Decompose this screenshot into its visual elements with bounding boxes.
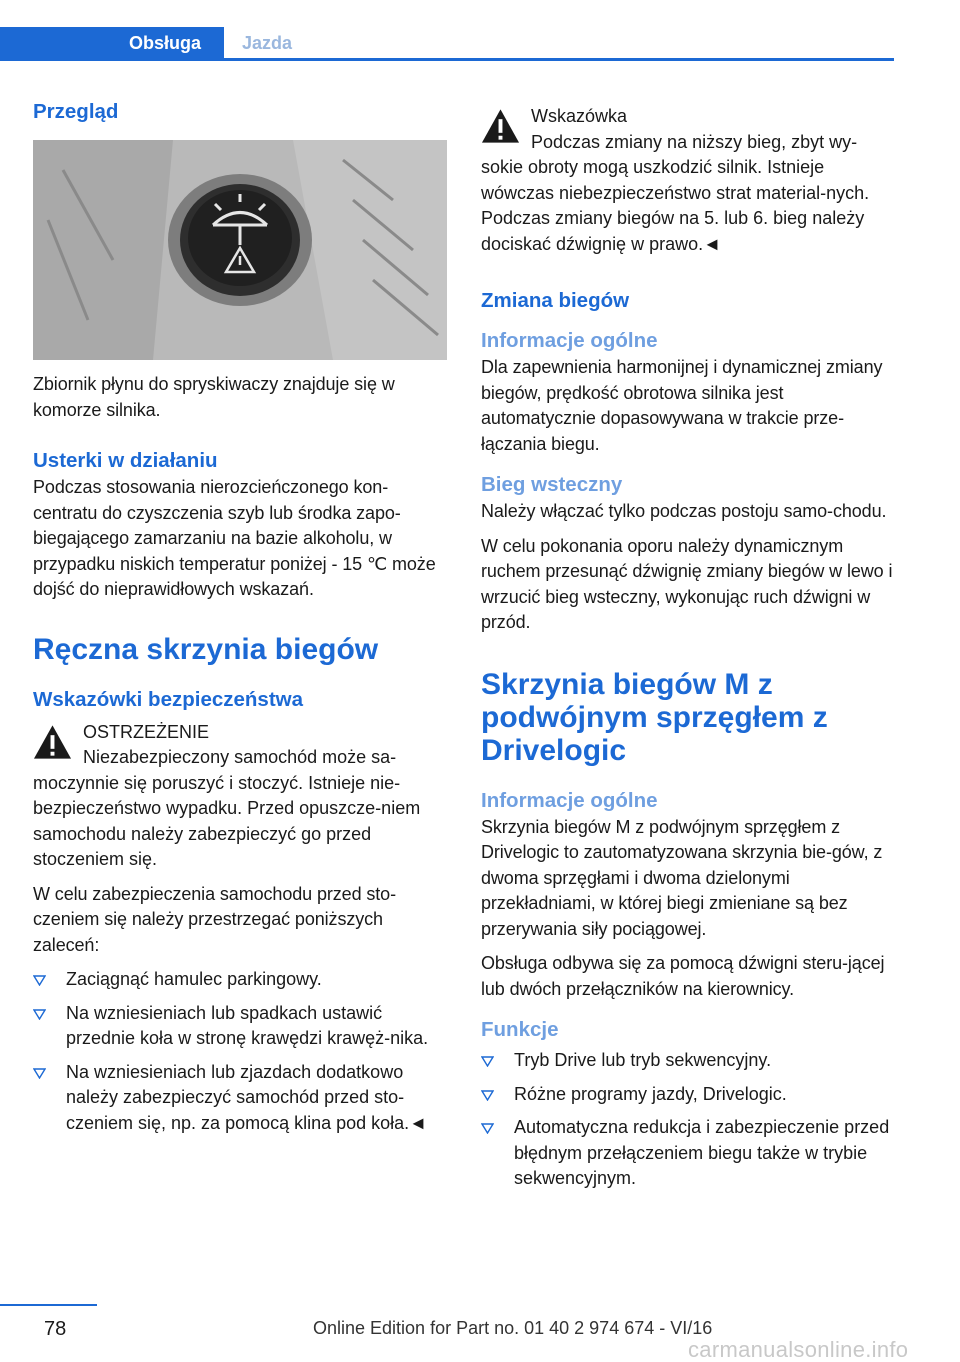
list-item-text: Na wzniesieniach lub zjazdach dodatkowo należy zabezpieczyć samochód przed sto‐czeniem się, np. za pomocą klina pod koła.◄ — [66, 1061, 428, 1133]
section-title-malfunctions: Usterki w działaniu — [33, 449, 218, 472]
dct-general-text-2: Obsługa odbywa się za pomocą dźwigni steru‐jącej lub dwóch przełączników na kierownicy. — [481, 953, 885, 999]
bullet-triangle-icon — [33, 1068, 46, 1079]
tab-jazda[interactable]: Jazda — [242, 33, 293, 53]
list-item — [33, 1060, 447, 1137]
photo-caption: Zbiornik płynu do spryskiwaczy znajduje się w komorze silnika. — [33, 374, 395, 420]
footer-rule — [0, 1304, 97, 1306]
subsection-title-reverse: Bieg wsteczny — [481, 473, 623, 496]
general-text: Dla zapewnienia harmonijnej i dynamicznej zmiany biegów, prędkość obrotowa silnika jest automatycznie dopasowywana w trakcie prze‐łączania biegu. — [481, 357, 883, 454]
bullet-triangle-icon — [33, 1009, 46, 1020]
warning-block — [33, 720, 447, 873]
reverse-text-1: Należy włączać tylko podczas postoju samo‐chodu. — [481, 501, 887, 521]
list-item — [481, 1115, 893, 1192]
header-rule — [0, 58, 894, 61]
list-item-text: Różne programy jazdy, Drivelogic. — [514, 1083, 787, 1104]
list-item-text: Tryb Drive lub tryb sekwencyjny. — [514, 1050, 772, 1070]
note-text: sokie obroty mogą uszkodzić silnik. Istnieje wówczas niebezpieczeństwo strat material‐nych. Podczas zmiany biegów na 5. lub 6. bieg należy dociskać dźwignię w prawo.◄ — [481, 157, 870, 254]
bullet-triangle-icon — [481, 1123, 494, 1134]
bullet-triangle-icon — [481, 1056, 494, 1067]
note-text-first-line: Podczas zmiany na niższy bieg, zbyt wy‐ — [531, 131, 858, 152]
section-title-overview: Przegląd — [33, 100, 119, 123]
section-title-safety: Wskazówki bezpieczeństwa — [33, 687, 304, 711]
edition-text: Online Edition for Part no. 01 40 2 974 674 - VI/16 — [313, 1318, 713, 1338]
right-column — [481, 98, 893, 1200]
list-item-text: Automatyczna redukcja i zabezpieczenie przed błędnym przełączeniem biegu także w trybie sekwencyjnym. — [514, 1117, 890, 1188]
warning-text-first-line: Niezabezpieczony samochód może sa‐ — [83, 747, 397, 767]
bullet-triangle-icon — [481, 1090, 494, 1101]
header-tabs — [0, 27, 310, 60]
list-item-text: Zaciągnąć hamulec parkingowy. — [66, 969, 322, 989]
bullet-triangle-icon — [33, 975, 46, 986]
subsection-title-functions: Funkcje — [481, 1018, 559, 1041]
list-item — [33, 1001, 447, 1052]
dct-general-text-1: Skrzynia biegów M z podwójnym sprzęgłem z Drivelogic to zautomatyzowana skrzynia bie‐gów, z dwoma sprzęgłami i dwoma dzielonymi przekładniami, w której biegi zmieniane są bez przerywania siły pociągowej. — [481, 816, 883, 939]
section-title-gear-shifting: Zmiana biegów — [481, 289, 630, 312]
safety-text: W celu zabezpieczenia samochodu przed sto‐czeniem się należy przestrzegać poniższych zaleceń: — [33, 883, 396, 955]
chapter-title-m-dct: Skrzynia biegów M z podwójnym sprzęgłem z Drivelogic — [481, 667, 828, 767]
list-item — [481, 1048, 893, 1074]
watermark: carmanualsonline.info — [688, 1337, 909, 1362]
note-block — [481, 104, 893, 257]
functions-bullet-list — [481, 1048, 893, 1192]
left-column — [33, 98, 447, 1144]
warning-label: OSTRZEŻENIE — [83, 721, 210, 742]
page-number: 78 — [44, 1318, 67, 1340]
warning-text: moczynnie się poruszyć i stoczyć. Istnieje nie‐bezpieczeństwo wypadku. Przed opuszcze‐niem samochodu należy zabezpieczyć go przed stoczeniem się. — [33, 772, 421, 869]
washer-reservoir-photo — [33, 140, 447, 360]
subsection-title-general-2: Informacje ogólne — [481, 788, 658, 812]
reverse-text-2: W celu pokonania oporu należy dynamicznym ruchem przesunąć dźwignię zmiany biegów w lewo i wrzucić bieg wsteczny, wykonując ruch dźwigni w przód. — [481, 535, 893, 632]
safety-bullet-list — [33, 967, 447, 1136]
warning-triangle-icon — [481, 108, 520, 144]
note-label: Wskazówka — [531, 106, 628, 126]
list-item-text: Na wzniesieniach lub spadkach ustawić przednie koła w stronę krawędzi krawęż‐nika. — [66, 1002, 429, 1048]
tab-obsluga[interactable]: Obsługa — [0, 27, 224, 60]
subsection-title-general: Informacje ogólne — [481, 329, 658, 352]
list-item — [33, 967, 447, 993]
malfunctions-text: Podczas stosowania nierozcieńczonego kon‐centratu do czyszczenia szyb lub środka zapo‐biegającego zamarzaniu na bazie alkoholu, w przypadku niskich temperatur poniżej - 15 ℃ może dojść do nieprawidłowych wskazań. — [33, 477, 436, 599]
chapter-title-manual-gearbox: Ręczna skrzynia biegów — [33, 632, 379, 666]
warning-triangle-icon — [33, 724, 72, 760]
list-item — [481, 1082, 893, 1108]
